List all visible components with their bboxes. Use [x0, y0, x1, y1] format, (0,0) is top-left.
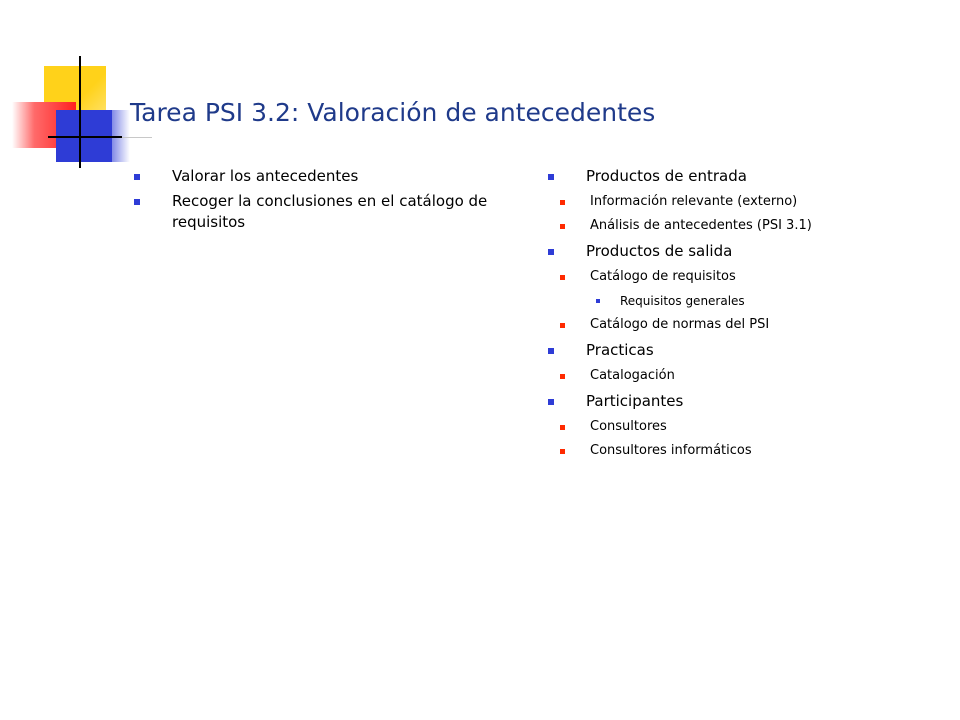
- square-bullet-icon: [548, 348, 554, 354]
- section-heading: Participantes: [586, 392, 684, 410]
- sub-sub-list-item-text: Requisitos generales: [620, 294, 745, 308]
- section-heading: Productos de entrada: [586, 167, 747, 185]
- sub-list-item-text: Catálogo de normas del PSI: [590, 317, 770, 332]
- horizontal-line-decoration: [48, 136, 122, 138]
- sublist-container: [548, 364, 928, 388]
- small-square-bullet-icon: [560, 449, 565, 454]
- sub-list-item-text: Catálogo de requisitos: [590, 269, 736, 284]
- square-bullet-icon: [548, 399, 554, 405]
- right-bullet-list: [548, 166, 928, 463]
- slide-title: Tarea PSI 3.2: Valoración de antecedentes: [130, 98, 656, 127]
- sub-list-item: [560, 265, 928, 289]
- sublist-container: [548, 415, 928, 463]
- section-heading: Practicas: [586, 341, 654, 359]
- list-item: [134, 191, 514, 233]
- vertical-line-decoration: [79, 56, 81, 168]
- small-square-bullet-icon: [560, 425, 565, 430]
- sub-list-item-text: Consultores: [590, 419, 667, 434]
- sub-list-item-text: Análisis de antecedentes (PSI 3.1): [590, 218, 812, 233]
- sub-list-item-text: Consultores informáticos: [590, 443, 752, 458]
- sublist: [548, 265, 928, 337]
- tiny-square-bullet-icon: [596, 299, 600, 303]
- small-square-bullet-icon: [560, 275, 565, 280]
- list-item-text: Recoger la conclusiones en el catálogo de requisitos: [172, 192, 488, 231]
- square-bullet-icon: [134, 199, 140, 205]
- sub-list-item: [560, 364, 928, 388]
- section-productos-entrada: [548, 166, 928, 187]
- sublist-container: [548, 265, 928, 337]
- square-bullet-icon: [548, 249, 554, 255]
- sublist-container: [548, 190, 928, 238]
- section-productos-salida: [548, 241, 928, 262]
- section-practicas: [548, 340, 928, 361]
- sub-list-item: [560, 415, 928, 439]
- sub-list-item-text: Catalogación: [590, 368, 675, 383]
- sub-list-item: [560, 214, 928, 238]
- square-bullet-icon: [134, 174, 140, 180]
- square-bullet-icon: [548, 174, 554, 180]
- sub-list-item: [560, 190, 928, 214]
- decorative-squares-logo: [0, 0, 140, 170]
- sublist: [548, 190, 928, 238]
- sub-list-item: [560, 313, 928, 337]
- small-square-bullet-icon: [560, 374, 565, 379]
- left-bullet-list: [134, 166, 514, 233]
- sublist: [548, 364, 928, 388]
- sublist: [548, 415, 928, 463]
- section-participantes: [548, 391, 928, 412]
- small-square-bullet-icon: [560, 200, 565, 205]
- section-heading: Productos de salida: [586, 242, 733, 260]
- small-square-bullet-icon: [560, 224, 565, 229]
- sub-sub-list-item: [596, 289, 928, 313]
- title-rule-decoration: [122, 137, 152, 138]
- sub-list-item: [560, 439, 928, 463]
- left-column: [134, 166, 514, 237]
- sub-list-item-text: Información relevante (externo): [590, 194, 798, 209]
- right-column: [548, 166, 928, 466]
- small-square-bullet-icon: [560, 323, 565, 328]
- list-item-text: Valorar los antecedentes: [172, 167, 359, 185]
- list-item: [134, 166, 514, 187]
